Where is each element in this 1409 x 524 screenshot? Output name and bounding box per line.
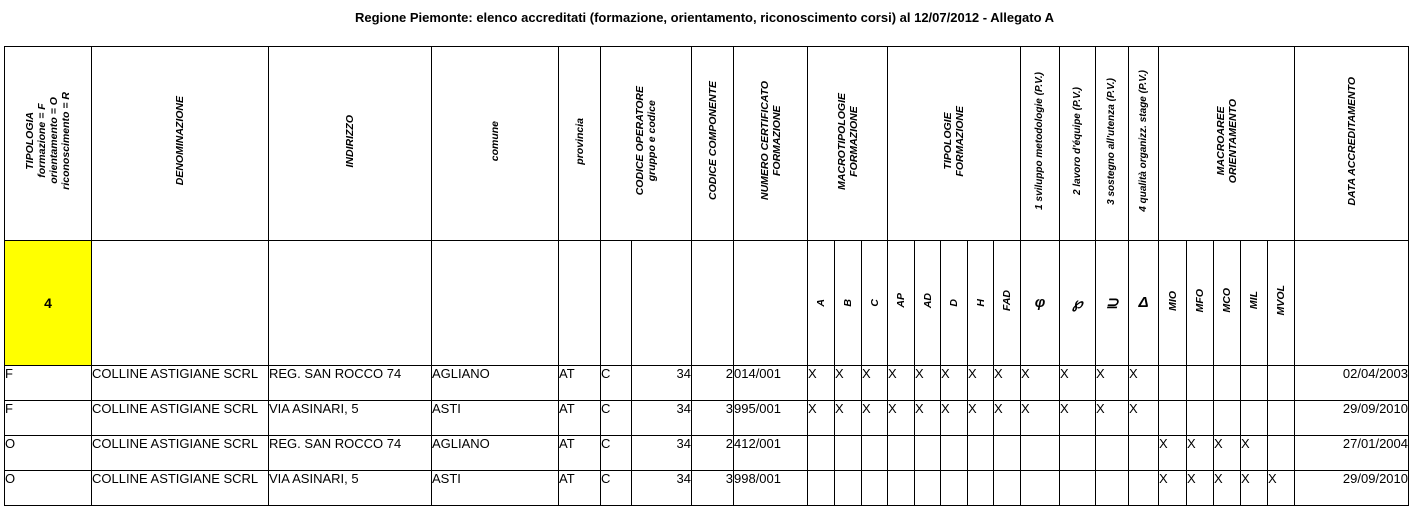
code-d: D: [941, 241, 968, 366]
cell-componente: 2: [692, 436, 734, 471]
header-pv4: 4 qualità organizz. stage (P.V.): [1129, 47, 1159, 241]
code-mil: MIL: [1241, 241, 1268, 366]
cell-certificato: 014/001: [734, 366, 808, 401]
cell-data: 29/09/2010: [1295, 401, 1409, 436]
cell-mark: X: [994, 401, 1021, 436]
cell-mark: X: [888, 366, 915, 401]
cell-mark: [994, 436, 1021, 471]
table-row: [5, 366, 1409, 401]
cell-mark: [1021, 471, 1060, 506]
cell-codice: 34: [632, 401, 692, 436]
cell-mark: [915, 436, 941, 471]
cell-denominazione: COLLINE ASTIGIANE SCRL: [92, 436, 269, 471]
cell-mark: X: [1187, 471, 1214, 506]
cell-provincia: AT: [559, 436, 601, 471]
cell-comune: ASTI: [432, 401, 559, 436]
cell-mark: [1214, 366, 1241, 401]
code-b: B: [835, 241, 862, 366]
cell-mark: [1268, 366, 1295, 401]
cell-mark: X: [994, 366, 1021, 401]
cell-mark: X: [835, 366, 862, 401]
table-row: [5, 471, 1409, 506]
cell-mark: X: [862, 366, 888, 401]
tipologia-header-text: TIPOLOGIA formazione = F orientamento = O riconoscimento = R: [24, 92, 72, 190]
cell-certificato: 998/001: [734, 471, 808, 506]
cell-comune: AGLIANO: [432, 436, 559, 471]
cell-mark: [862, 436, 888, 471]
cell-mark: X: [968, 366, 994, 401]
code-mfo: MFO: [1187, 241, 1214, 366]
cell-mark: [888, 436, 915, 471]
cell-gruppo: C: [601, 401, 632, 436]
cell-mark: [862, 471, 888, 506]
cell-mark: [941, 471, 968, 506]
cell-codice: 34: [632, 436, 692, 471]
cell-mark: [1129, 471, 1159, 506]
header-data: DATA ACCREDITAMENTO: [1295, 47, 1409, 241]
cell-mark: X: [835, 401, 862, 436]
header-pv3: 3 sostegno all'utenza (P.V.): [1096, 47, 1129, 241]
cell-certificato: 995/001: [734, 401, 808, 436]
cell-mark: X: [915, 401, 941, 436]
header-macrotipologie: MACROTIPOLOGIE FORMAZIONE: [808, 47, 888, 241]
cell-mark: [968, 436, 994, 471]
header-macroaree: MACROAREE ORIENTAMENTO: [1159, 47, 1295, 241]
cell-mark: [1096, 436, 1129, 471]
cell-mark: X: [1096, 366, 1129, 401]
cell-mark: [994, 471, 1021, 506]
cell-mark: [835, 436, 862, 471]
pv2-symbol-icon: ℘: [1060, 241, 1096, 366]
cell-certificato: 412/001: [734, 436, 808, 471]
cell-mark: [808, 436, 835, 471]
cell-mark: X: [915, 366, 941, 401]
header-codice-operatore: CODICE OPERATORE gruppo e codice: [601, 47, 692, 241]
cell-mark: [1187, 366, 1214, 401]
cell-codice: 34: [632, 366, 692, 401]
cell-mark: X: [941, 401, 968, 436]
cell-data: 29/09/2010: [1295, 471, 1409, 506]
cell-data: 27/01/2004: [1295, 436, 1409, 471]
accreditation-table: [4, 46, 1409, 506]
cell-mark: X: [1241, 471, 1268, 506]
header-pv2: 2 lavoro d'équipe (P.V.): [1060, 47, 1096, 241]
cell-mark: [1060, 436, 1096, 471]
cell-mark: X: [1096, 401, 1129, 436]
cell-mark: X: [968, 401, 994, 436]
cell-denominazione: COLLINE ASTIGIANE SCRL: [92, 471, 269, 506]
cell-tipo: F: [5, 401, 92, 436]
cell-tipo: F: [5, 366, 92, 401]
code-mco: MCO: [1214, 241, 1241, 366]
pv3-symbol-icon: ⊇: [1096, 241, 1129, 366]
header-provincia: provincia: [559, 47, 601, 241]
cell-componente: 3: [692, 471, 734, 506]
cell-componente: 3: [692, 401, 734, 436]
cell-mark: [1021, 436, 1060, 471]
header-pv1: 1 sviluppo metodologie (P.V.): [1021, 47, 1060, 241]
cell-gruppo: C: [601, 436, 632, 471]
cell-comune: AGLIANO: [432, 366, 559, 401]
cell-mark: [1268, 401, 1295, 436]
cell-gruppo: C: [601, 366, 632, 401]
cell-mark: X: [1159, 436, 1187, 471]
cell-mark: [915, 471, 941, 506]
cell-mark: X: [1241, 436, 1268, 471]
cell-mark: [1268, 436, 1295, 471]
cell-mark: X: [862, 401, 888, 436]
code-ad: AD: [915, 241, 941, 366]
code-mvol: MVOL: [1268, 241, 1295, 366]
cell-provincia: AT: [559, 401, 601, 436]
table-row: [5, 436, 1409, 471]
cell-denominazione: COLLINE ASTIGIANE SCRL: [92, 401, 269, 436]
header-codice-componente: CODICE COMPONENTE: [692, 47, 734, 241]
cell-mark: X: [1129, 401, 1159, 436]
code-ap: AP: [888, 241, 915, 366]
cell-data: 02/04/2003: [1295, 366, 1409, 401]
header-indirizzo: INDIRIZZO: [269, 47, 432, 241]
cell-mark: [941, 436, 968, 471]
cell-mark: X: [1021, 366, 1060, 401]
cell-codice: 34: [632, 471, 692, 506]
code-a: A: [808, 241, 835, 366]
code-c: C: [862, 241, 888, 366]
cell-mark: [1096, 471, 1129, 506]
cell-mark: [1241, 366, 1268, 401]
code-fad: FAD: [994, 241, 1021, 366]
header-comune: comune: [432, 47, 559, 241]
cell-mark: [1214, 401, 1241, 436]
code-h: H: [968, 241, 994, 366]
cell-mark: [888, 471, 915, 506]
cell-tipo: O: [5, 471, 92, 506]
cell-componente: 2: [692, 366, 734, 401]
cell-mark: [1060, 471, 1096, 506]
cell-indirizzo: REG. SAN ROCCO 74: [269, 436, 432, 471]
cell-mark: [835, 471, 862, 506]
pv1-symbol-icon: φ: [1021, 241, 1060, 366]
cell-mark: X: [808, 401, 835, 436]
cell-mark: X: [1060, 366, 1096, 401]
cell-mark: X: [1214, 471, 1241, 506]
cell-mark: X: [941, 366, 968, 401]
cell-provincia: AT: [559, 471, 601, 506]
page-title: Regione Piemonte: elenco accreditati (formazione, orientamento, riconoscimento corsi) al 12/07/2012 - Allegato A: [354, 10, 1055, 25]
cell-indirizzo: VIA ASINARI, 5: [269, 471, 432, 506]
cell-mark: X: [1129, 366, 1159, 401]
cell-mark: [1159, 401, 1187, 436]
pv4-symbol-icon: Δ: [1129, 241, 1159, 366]
cell-mark: X: [1060, 401, 1096, 436]
cell-mark: X: [1214, 436, 1241, 471]
cell-indirizzo: VIA ASINARI, 5: [269, 401, 432, 436]
table-row: [5, 401, 1409, 436]
cell-comune: ASTI: [432, 471, 559, 506]
cell-denominazione: COLLINE ASTIGIANE SCRL: [92, 366, 269, 401]
highlight-cell: 4: [5, 241, 92, 366]
cell-mark: X: [1159, 471, 1187, 506]
cell-mark: [808, 471, 835, 506]
cell-mark: [1241, 401, 1268, 436]
cell-indirizzo: REG. SAN ROCCO 74: [269, 366, 432, 401]
header-numero-certificato: NUMERO CERTIFICATO FORMAZIONE: [734, 47, 808, 241]
cell-mark: X: [1021, 401, 1060, 436]
cell-mark: X: [1187, 436, 1214, 471]
cell-mark: [1187, 401, 1214, 436]
cell-mark: [1159, 366, 1187, 401]
cell-gruppo: C: [601, 471, 632, 506]
header-tipologia: [5, 47, 92, 241]
cell-mark: X: [888, 401, 915, 436]
cell-mark: [968, 471, 994, 506]
header-denominazione: DENOMINAZIONE: [92, 47, 269, 241]
cell-mark: X: [808, 366, 835, 401]
cell-tipo: O: [5, 436, 92, 471]
cell-mark: X: [1268, 471, 1295, 506]
code-mio: MIO: [1159, 241, 1187, 366]
header-tipologie: TIPOLOGIE FORMAZIONE: [888, 47, 1021, 241]
cell-provincia: AT: [559, 366, 601, 401]
cell-mark: [1129, 436, 1159, 471]
